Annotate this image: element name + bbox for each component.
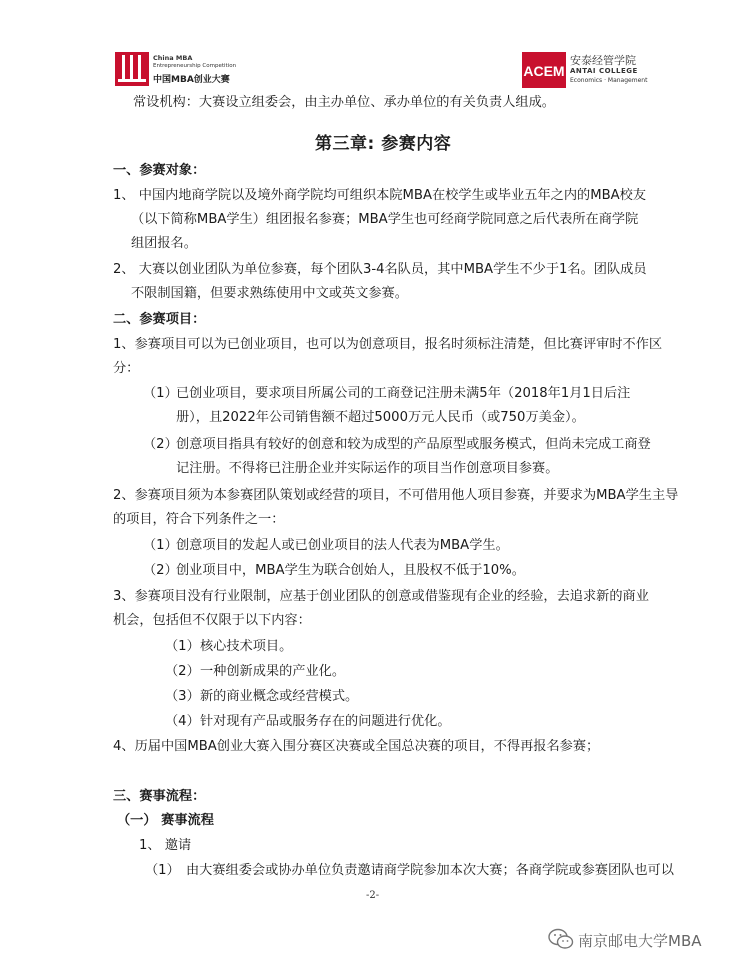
sec2-item1-sub1-line1: 已创业项目，要求项目所属公司的工商登记注册未满5年（2018年1月1日后注 bbox=[176, 386, 631, 401]
logo-en1: ANTAI COLLEGE bbox=[570, 67, 638, 75]
section-title-process: 三、赛事流程： bbox=[113, 789, 206, 804]
sec2-item2-sub1-num: （1） bbox=[143, 538, 178, 553]
sec1-item1-line2: （以下简称MBA学生）组团报名参赛；MBA学生也可经商学院同意之后代表所在商学院 bbox=[131, 212, 639, 227]
logo-line3: 中国MBA创业大赛 bbox=[153, 75, 230, 85]
sec2-item3-sub4-num: （4） bbox=[165, 714, 200, 729]
sec2-item3-sub2-text: 一种创新成果的产业化。 bbox=[200, 664, 346, 679]
logo-en2: Economics · Management bbox=[570, 77, 648, 84]
logo-cn: 安泰经管学院 bbox=[570, 54, 636, 67]
section-title-projects: 二、参赛项目： bbox=[113, 312, 206, 327]
sec2-item2-sub2-num: （2） bbox=[143, 563, 178, 578]
sec2-item1-line1: 1、参赛项目可以为已创业项目，也可以为创意项目，报名时须标注清楚，但比赛评审时不作区 bbox=[113, 337, 663, 352]
sec2-item1-sub1-line2: 册），且2022年公司销售额不超过5000万元人民币（或750万美金）。 bbox=[176, 410, 585, 425]
sec2-item3-sub1-text: 核心技术项目。 bbox=[200, 639, 293, 654]
sec2-item2-line2: 的项目，符合下列条件之一： bbox=[113, 512, 285, 527]
sec2-item1-sub2-num: （2） bbox=[143, 437, 178, 452]
china-mba-logo-mark bbox=[115, 52, 149, 86]
sec2-item1-sub1-num: （1） bbox=[143, 386, 178, 401]
sec2-item3-line1: 3、参赛项目没有行业限制，应基于创业团队的创意或借鉴现有企业的经验，去追求新的商业 bbox=[113, 589, 649, 604]
watermark-text: 南京邮电大学MBA bbox=[578, 932, 702, 950]
sec2-item3-sub3-num: （3） bbox=[165, 689, 200, 704]
wechat-icon bbox=[548, 928, 574, 950]
sec2-item2-sub1-text: 创意项目的发起人或已创业项目的法人代表为MBA学生。 bbox=[176, 538, 509, 553]
china-mba-logo bbox=[115, 52, 255, 86]
sec1-item1-line1: 1、 中国内地商学院以及境外商学院均可组织本院MBA在校学生或毕业五年之内的MBA校友 bbox=[113, 188, 647, 203]
logo-line2: Entrepreneurship Competition bbox=[153, 63, 237, 69]
sec2-item2-line1: 2、参赛项目须为本参赛团队策划或经营的项目，不可借用他人项目参赛，并要求为MBA学生主导 bbox=[113, 488, 679, 503]
sec2-item3-line2: 机会，包括但不仅限于以下内容： bbox=[113, 613, 311, 628]
svg-text:ACEM: ACEM bbox=[523, 63, 565, 79]
sec2-item2-sub2-text: 创业项目中，MBA学生为联合创始人，且股权不低于10%。 bbox=[176, 563, 525, 578]
sec2-item3-sub3-text: 新的商业概念或经营模式。 bbox=[200, 689, 359, 704]
sec1-item1-line3: 组团报名。 bbox=[131, 236, 197, 251]
sec2-item3-sub4-text: 针对现有产品或服务存在的问题进行优化。 bbox=[200, 714, 451, 729]
sec2-item1-sub2-line2: 记注册。不得将已注册企业并实际运作的项目当作创意项目参赛。 bbox=[176, 461, 559, 476]
sec2-item3-sub1-num: （1） bbox=[165, 639, 200, 654]
chapter-title: 第三章: 参赛内容 bbox=[315, 134, 452, 154]
sec3-step1-sub1-num: （1） bbox=[145, 863, 180, 878]
sec2-item4: 4、历届中国MBA创业大赛入围分赛区决赛或全国总决赛的项目，不得再报名参赛； bbox=[113, 739, 600, 754]
logo-line1: China MBA bbox=[153, 54, 193, 62]
section-title-participants: 一、参赛对象： bbox=[113, 163, 206, 178]
sec1-item2-line1: 2、 大赛以创业团队为单位参赛，每个团队3-4名队员，其中MBA学生不少于1名。团队成员 bbox=[113, 262, 647, 277]
antai-college-logo bbox=[522, 50, 652, 90]
page-number: -2- bbox=[366, 890, 380, 901]
acem-logo-mark bbox=[522, 52, 566, 88]
sec2-item1-sub2-line1: 创意项目指具有较好的创意和较为成型的产品原型或服务模式，但尚未完成工商登 bbox=[176, 437, 651, 452]
sec2-item3-sub2-num: （2） bbox=[165, 664, 200, 679]
sec2-item1-line2: 分： bbox=[113, 361, 140, 376]
sec1-item2-line2: 不限制国籍，但要求熟练使用中文或英文参赛。 bbox=[131, 286, 408, 301]
sec3-subtitle: （一） 赛事流程 bbox=[117, 813, 214, 828]
intro-paragraph: 常设机构：大赛设立组委会，由主办单位、承办单位的有关负责人组成。 bbox=[133, 95, 555, 110]
sec3-step1: 1、 邀请 bbox=[139, 838, 192, 853]
sec3-step1-sub1-text: 由大赛组委会或协办单位负责邀请商学院参加本次大赛；各商学院或参赛团队也可以 bbox=[186, 863, 674, 878]
